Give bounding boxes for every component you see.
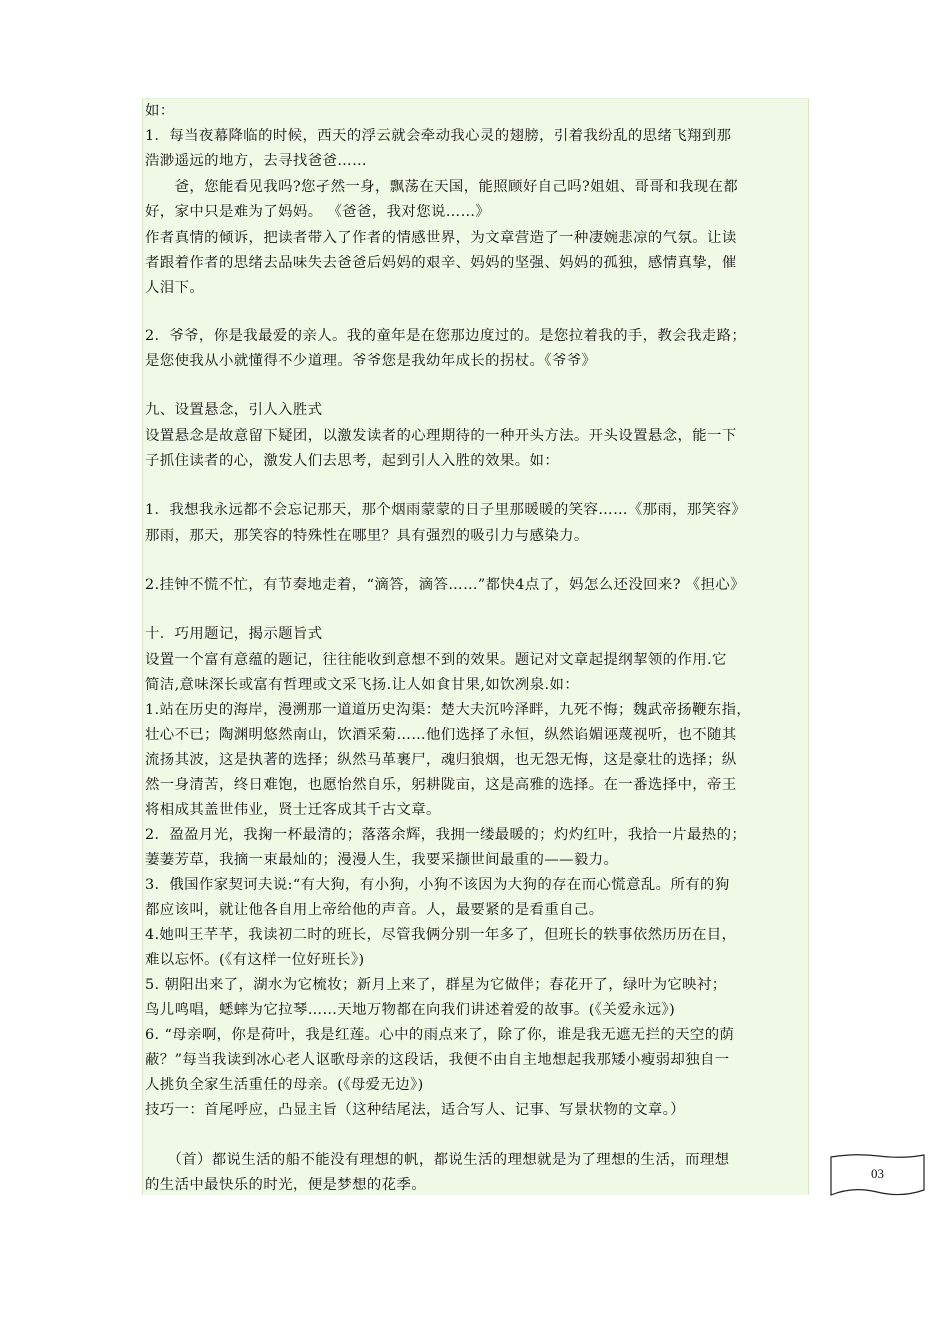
text-line: 子抓住读者的心，激发人们去思考，起到引人入胜的效果。如： [145,453,560,469]
text-line: 将相成其盖世伟业，贤士迁客成其千古文章。 [145,802,441,818]
text-line: 如： [145,103,175,119]
text-line: 3．俄国作家契诃夫说:“有大狗，有小狗，小狗不该因为大狗的存在而心慌意乱。所有的狗 [145,877,730,893]
text-line: 是您使我从小就懂得不少道理。爷爷您是我幼年成长的拐杖。《爷爷》 [145,353,597,369]
page-number: 03 [871,1166,884,1181]
text-line: 萋萋芳草，我摘一束最灿的；漫漫人生，我要采撷世间最重的——毅力。 [145,852,619,868]
text-line: 设置悬念是故意留下疑团，以激发读者的心理期待的一种开头方法。开头设置悬念，能一下 [145,428,737,444]
text-line: 5. 朝阳出来了，湖水为它梳妆；新月上来了，群星为它做伴；春花开了，绿叶为它映衬； [145,977,727,993]
text-line: 作者真情的倾诉，把读者带入了作者的情感世界，为文章营造了一种凄婉悲凉的气氛。让读 [145,230,737,246]
text-line: 6. “母亲啊，你是荷叶，我是红莲。心中的雨点来了，除了你，谁是我无遮无拦的天空的荫 [145,1027,735,1043]
text-line: 设置一个富有意蕴的题记，往往能收到意想不到的效果。题记对文章起提纲挈领的作用.它 [145,652,727,668]
text-line: 的生活中最快乐的时光，便是梦想的花季。 [145,1177,427,1193]
text-line: 简洁,意味深长或富有哲理或文采飞扬.让人如食甘果,如饮冽泉.如： [145,677,580,693]
text-line: 浩渺遥远的地方，去寻找爸爸…… [145,153,367,169]
text-line: 都应该叫，就让他各自用上帝给他的声音。人，最要紧的是看重自己。 [145,902,604,918]
text-line: 1．每当夜幕降临的时候，西天的浮云就会牵动我心灵的翅膀，引着我纷乱的思绪飞翔到那 [145,128,732,144]
text-line: 然一身清苦，终日难饱，也愿怡然自乐，躬耕陇亩，这是高雅的选择。在一番选择中，帝王 [145,777,737,793]
text-line: 蔽？”每当我读到冰心老人讴歌母亲的这段话，我便不由自主地想起我那矮小瘦弱却独自一 [145,1052,730,1068]
page-number-tag [829,1152,926,1198]
text-line: 好，家中只是难为了妈妈。 《爸爸，我对您说……》 [145,204,491,220]
text-line: 技巧一：首尾呼应，凸显主旨（这种结尾法，适合写人、记事、写景状物的文章。） [145,1102,686,1118]
text-line: 1．我想我永远都不会忘记那天，那个烟雨蒙蒙的日子里那暖暖的笑容……《那雨，那笑容》 [145,502,747,518]
section-heading: 十．巧用题记，揭示题旨式 [145,626,323,642]
text-line: 1.站在历史的海岸，漫溯那一道道历史沟渠：楚大夫沉吟泽畔，九死不悔；魏武帝扬鞭东指， [145,702,752,718]
text-line: 2.挂钟不慌不忙，有节奏地走着，“滴答，滴答……”都快4点了，妈怎么还没回来? 《担心》 [145,577,745,593]
text-line: （首）都说生活的船不能没有理想的帆，都说生活的理想就是为了理想的生活，而理想 [145,1152,730,1168]
text-line: 难以忘怀。(《有这样一位好班长》) [145,952,365,968]
text-line: 人泪下。 [145,280,205,296]
section-heading: 九、设置悬念，引人入胜式 [145,402,323,418]
text-line: 4.她叫王芊芊，我读初二时的班长，尽管我俩分别一年多了，但班长的轶事依然历历在目， [145,927,737,943]
text-line: 那雨，那天，那笑容的特殊性在哪里？具有强烈的吸引力与感染力。 [145,528,589,544]
text-line: 人挑负全家生活重任的母亲。(《母爱无边》) [145,1077,424,1093]
text-line: 爸，您能看见我吗?您孑然一身，飘荡在天国，能照顾好自己吗?姐姐、哥哥和我现在都 [145,179,739,195]
text-line: 2．爷爷，你是我最爱的亲人。我的童年是在您那边度过的。是您拉着我的手，教会我走路； [145,328,747,344]
text-line: 壮心不已；陶渊明悠然南山，饮酒采菊……他们选择了永恒，纵然谄媚诬蔑视听，也不随其 [145,727,737,743]
text-line: 者跟着作者的思绪去品味失去爸爸后妈妈的艰辛、妈妈的坚强、妈妈的孤独，感情真挚，催 [145,255,737,271]
text-line: 鸟儿鸣唱，蟋蟀为它拉琴……天地万物都在向我们讲述着爱的故事。(《关爱永远》) [145,1002,676,1018]
text-line: 流扬其波，这是执著的选择；纵然马革裹尸，魂归狼烟，也无怨无悔，这是豪壮的选择；纵 [145,752,737,768]
text-line: 2．盈盈月光，我掬一杯最清的；落落余辉，我拥一缕最暖的；灼灼红叶，我拾一片最热的； [145,827,747,843]
